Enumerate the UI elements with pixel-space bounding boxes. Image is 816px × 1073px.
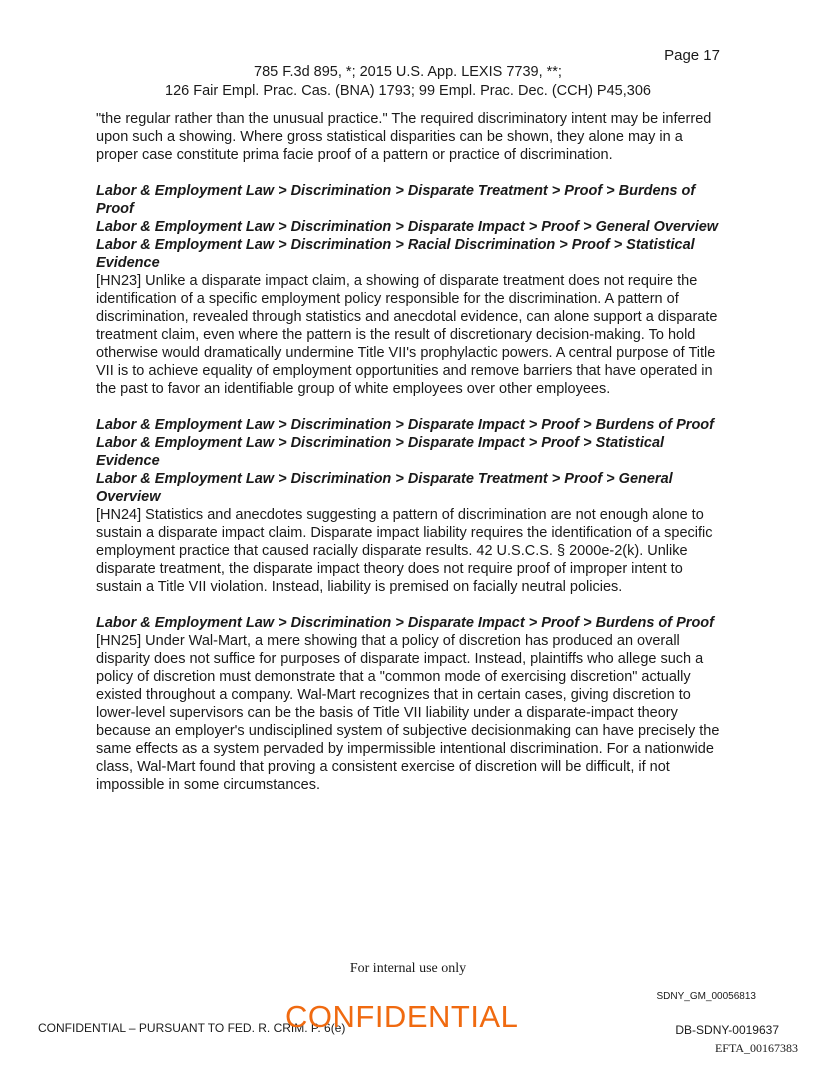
document-body bbox=[96, 110, 728, 794]
headnote-text: [HN25] Under Wal-Mart, a mere showing that a policy of discretion has produced an overall disparity does not suffice for purposes of disparate impact. Instead, plaintiffs who allege such a policy of discretion must demonstrate that a "common mode of exercising discretion" actually existed throughout a company. Wal-Mart recognizes that in certain cases, giving discretion to lower-level supervisors can be the basis of Title VII liability under a disparate-impact theory because an employer's undisciplined system of subjective decisionmaking can have precisely the same effects as a system pervaded by impermissible intentional discrimination. For a nationwide class, Wal-Mart found that proving a consistent exercise of discretion will be difficult, if not impossible in some circumstances. bbox=[96, 633, 720, 793]
topic-heading: Labor & Employment Law > Discrimination > Disparate Treatment > Proof > General Overview bbox=[96, 471, 673, 505]
topic-heading: Labor & Employment Law > Discrimination > Disparate Treatment > Proof > Burdens of Proof bbox=[96, 183, 696, 217]
confidential-stamp: CONFIDENTIAL bbox=[285, 999, 519, 1034]
efta-number: EFTA_00167383 bbox=[714, 1041, 798, 1055]
citation-line-1: 785 F.3d 895, *; 2015 U.S. App. LEXIS 7739, **; bbox=[254, 64, 562, 80]
internal-use-note: For internal use only bbox=[349, 961, 467, 976]
headnote-text: [HN23] Unlike a disparate impact claim, a showing of disparate treatment does not require the identification of a specific employment policy responsible for the discrimination. A pattern of discrimination, revealed through statistics and anecdotal evidence, can alone support a disparate treatment claim, even where the pattern is the result of discretionary decision-making. To hold otherwise would dramatically undermine Title VII's prophylactic powers. A central purpose of Title VII is to achieve equality of employment opportunities and remove barriers that have operated in the past to favor an identifiable group of white employees over other employees. bbox=[96, 273, 718, 397]
page-number: Page 17 bbox=[664, 47, 720, 64]
bates-number-top: SDNY_GM_00056813 bbox=[656, 991, 756, 1002]
headnote-section-hn24 bbox=[96, 416, 728, 596]
case-citation bbox=[0, 63, 816, 101]
confidential-notice: CONFIDENTIAL – PURSUANT TO FED. R. CRIM. P. 6(e) bbox=[38, 1021, 346, 1035]
topic-heading: Labor & Employment Law > Discrimination > Disparate Impact > Proof > Burdens of Proof bbox=[96, 615, 714, 631]
bates-number-bottom: DB-SDNY-0019637 bbox=[675, 1023, 779, 1037]
headnote-section-hn23 bbox=[96, 182, 728, 398]
topic-heading: Labor & Employment Law > Discrimination > Disparate Impact > Proof > Statistical Evidence bbox=[96, 435, 665, 469]
topic-heading: Labor & Employment Law > Discrimination > Disparate Impact > Proof > Burdens of Proof bbox=[96, 417, 714, 433]
topic-heading: Labor & Employment Law > Discrimination > Racial Discrimination > Proof > Statistical Evidence bbox=[96, 237, 695, 271]
headnote-text: [HN24] Statistics and anecdotes suggesting a pattern of discrimination are not enough alone to sustain a disparate impact claim. Disparate impact liability requires the identification of a specific employment practice that caused racially disparate results. 42 U.S.C.S. § 2000e-2(k). Unlike disparate treatment, the disparate impact theory does not require proof of improper intent to sustain a Title VII violation. Instead, liability is premised on facially neutral policies. bbox=[96, 507, 713, 595]
intro-paragraph: "the regular rather than the unusual practice." The required discriminatory intent may be inferred upon such a showing. Where gross statistical disparities can be shown, they alone may in a proper case constitute prima facie proof of a pattern or practice of discrimination. bbox=[96, 111, 712, 163]
citation-line-2: 126 Fair Empl. Prac. Cas. (BNA) 1793; 99 Empl. Prac. Dec. (CCH) P45,306 bbox=[165, 83, 651, 99]
topic-heading: Labor & Employment Law > Discrimination > Disparate Impact > Proof > General Overview bbox=[96, 219, 719, 235]
headnote-section-hn25 bbox=[96, 614, 728, 794]
